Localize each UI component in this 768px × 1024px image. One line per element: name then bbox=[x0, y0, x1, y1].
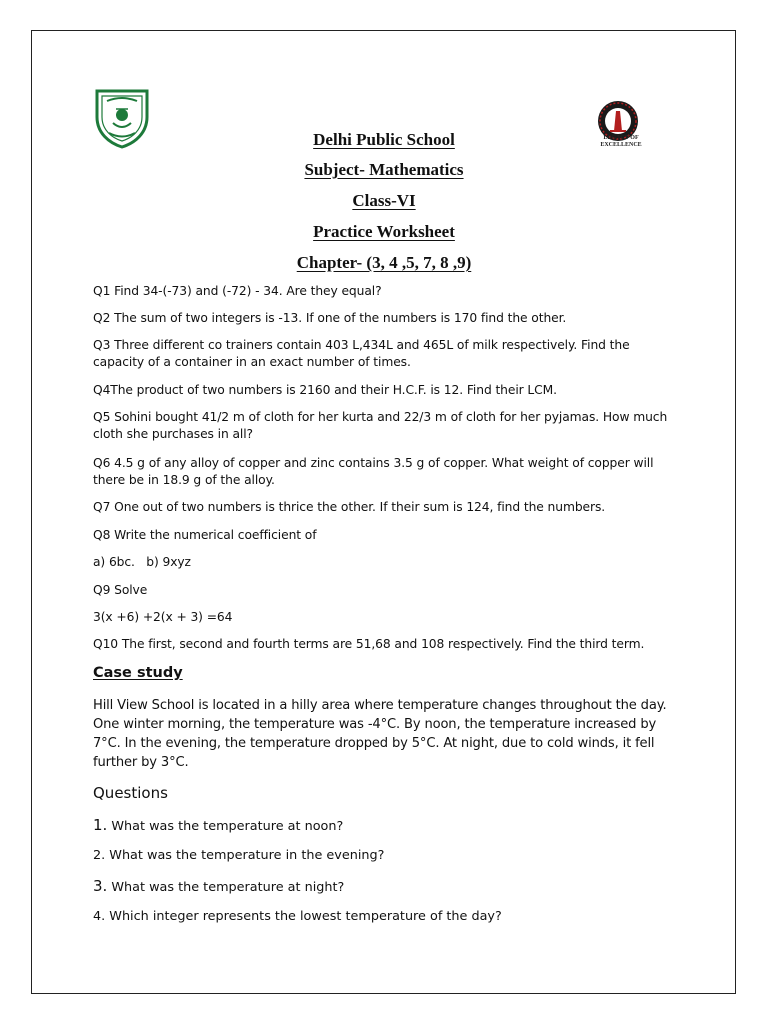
chapter-heading: Chapter- (3, 4 ,5, 7, 8 ,9) bbox=[296, 253, 472, 272]
question-10: Q10 The first, second and fourth terms are 51,68 and 108 respectively. Find the third term. bbox=[93, 637, 645, 651]
case-question-text: What was the temperature in the evening? bbox=[105, 848, 385, 863]
question-5: Q5 Sohini bought 41/2 m of cloth for her kurta and 22/3 m of cloth for her pyjamas. How much cloth she purchases in all? bbox=[93, 410, 668, 441]
case-question-number: 2. bbox=[93, 848, 106, 863]
questions-title: Questions bbox=[93, 784, 168, 802]
question-7: Q7 One out of two numbers is thrice the other. If their sum is 124, find the numbers. bbox=[93, 500, 606, 514]
logo-tagline: LEGACY OF EXCELLENCE bbox=[600, 135, 642, 148]
case-question-number: 1. bbox=[93, 816, 108, 834]
case-question-number: 4. bbox=[93, 909, 106, 924]
case-question-number: 3. bbox=[93, 877, 108, 895]
question-1: Q1 Find 34-(-73) and (-72) - 34. Are they equal? bbox=[93, 284, 382, 298]
question-6: Q6 4.5 g of any alloy of copper and zinc contains 3.5 g of copper. What weight of copper will there be in 18.9 g of the alloy. bbox=[93, 456, 654, 487]
case-question-text: Which integer represents the lowest temperature of the day? bbox=[105, 909, 502, 924]
question-2: Q2 The sum of two integers is -13. If one of the numbers is 170 find the other. bbox=[93, 311, 567, 325]
question-8: Q8 Write the numerical coefficient of bbox=[93, 528, 317, 542]
class-heading: Class-VI bbox=[352, 191, 416, 210]
case-question-3 bbox=[93, 877, 693, 897]
case-study-title: Case study bbox=[93, 665, 183, 681]
case-question-2 bbox=[93, 847, 693, 865]
school-name: Delhi Public School bbox=[313, 130, 455, 149]
question-9: Q9 Solve bbox=[93, 583, 148, 597]
case-study-body: Hill View School is located in a hilly area where temperature changes throughout the day. One winter morning, the temperature was -4°C. By noon, the temperature increased by 7°C. In the evening, the temperature dropped by 5°C. At night, due to cold winds, it fell further by 3°C. bbox=[93, 698, 667, 770]
question-9-equation: 3(x +6) +2(x + 3) =64 bbox=[93, 610, 233, 624]
case-question-4 bbox=[93, 908, 693, 926]
subject-heading: Subject- Mathematics bbox=[304, 160, 464, 179]
question-4: Q4The product of two numbers is 2160 and their H.C.F. is 12. Find their LCM. bbox=[93, 383, 557, 397]
question-3: Q3 Three different co trainers contain 403 L,434L and 465L of milk respectively. Find the capacity of a container in an exact number of times. bbox=[93, 338, 630, 369]
case-question-text: What was the temperature at noon? bbox=[107, 819, 344, 834]
question-8-options: a) 6bc. b) 9xyz bbox=[93, 555, 191, 569]
worksheet-heading: Practice Worksheet bbox=[313, 222, 455, 241]
case-question-text: What was the temperature at night? bbox=[107, 880, 345, 895]
case-question-1 bbox=[93, 816, 693, 836]
